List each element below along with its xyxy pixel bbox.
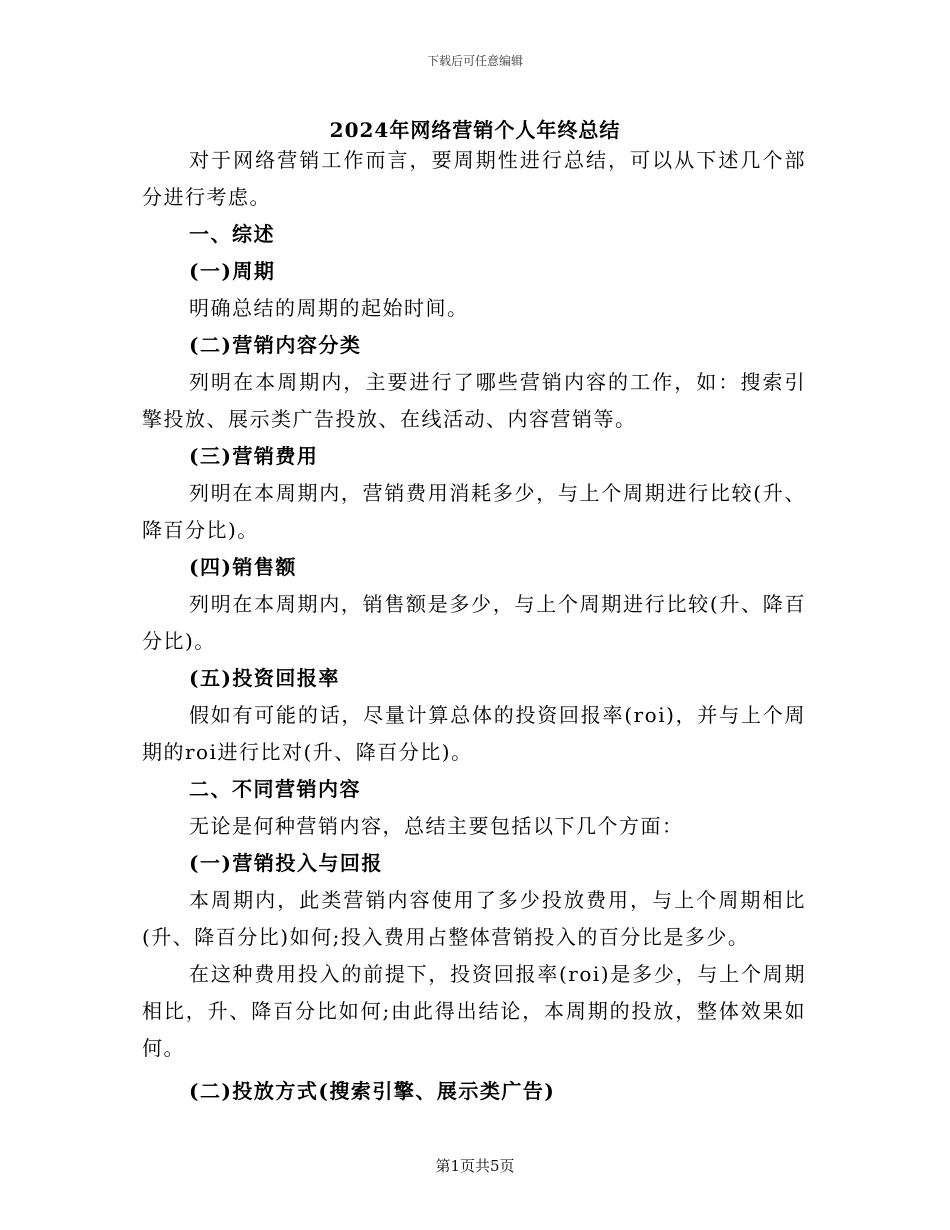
paragraph-sales: 列明在本周期内，销售额是多少，与上个周期进行比较(升、降百分比)。 <box>142 592 806 653</box>
heading-invest-return: (一)营销投入与回报 <box>189 851 383 875</box>
paragraph-invest-1: 本周期内，此类营销内容使用了多少投放费用，与上个周期相比(升、降百分比)如何;投入费用占整体营销投入的百分比是多少。 <box>142 888 806 949</box>
heading-different-content: 二、不同营销内容 <box>189 777 361 801</box>
heading-overview: 一、综述 <box>189 222 275 246</box>
heading-period: (一)周期 <box>189 259 276 283</box>
page-number: 第1页共5页 <box>435 1157 515 1175</box>
document-title: 2024年网络营销个人年终总结 <box>329 118 621 142</box>
paragraph-roi: 假如有可能的话，尽量计算总体的投资回报率(roi)，并与上个周期的roi进行比对(升、降百分比)。 <box>142 703 806 764</box>
heading-roi: (五)投资回报率 <box>189 666 340 690</box>
paragraph-different-content: 无论是何种营销内容，总结主要包括以下几个方面： <box>189 814 684 838</box>
paragraph-category: 列明在本周期内，主要进行了哪些营销内容的工作，如：搜索引擎投放、展示类广告投放、在线活动、内容营销等。 <box>142 370 806 431</box>
paragraph-cost: 列明在本周期内，营销费用消耗多少，与上个周期进行比较(升、降百分比)。 <box>142 481 806 542</box>
header-note: 下载后可任意编辑 <box>426 54 523 68</box>
paragraph-intro: 对于网络营销工作而言，要周期性进行总结，可以从下述几个部分进行考虑。 <box>142 148 806 209</box>
heading-sales: (四)销售额 <box>189 555 297 579</box>
document-body <box>142 142 806 1110</box>
paragraph-period: 明确总结的周期的起始时间。 <box>189 296 469 320</box>
paragraph-invest-2: 在这种费用投入的前提下，投资回报率(roi)是多少，与上个周期相比，升、降百分比如何;由此得出结论，本周期的投放，整体效果如何。 <box>142 962 806 1060</box>
heading-category: (二)营销内容分类 <box>189 333 362 357</box>
heading-placement-method: (二)投放方式(搜索引擎、展示类广告) <box>189 1079 556 1103</box>
heading-cost: (三)营销费用 <box>189 444 319 468</box>
